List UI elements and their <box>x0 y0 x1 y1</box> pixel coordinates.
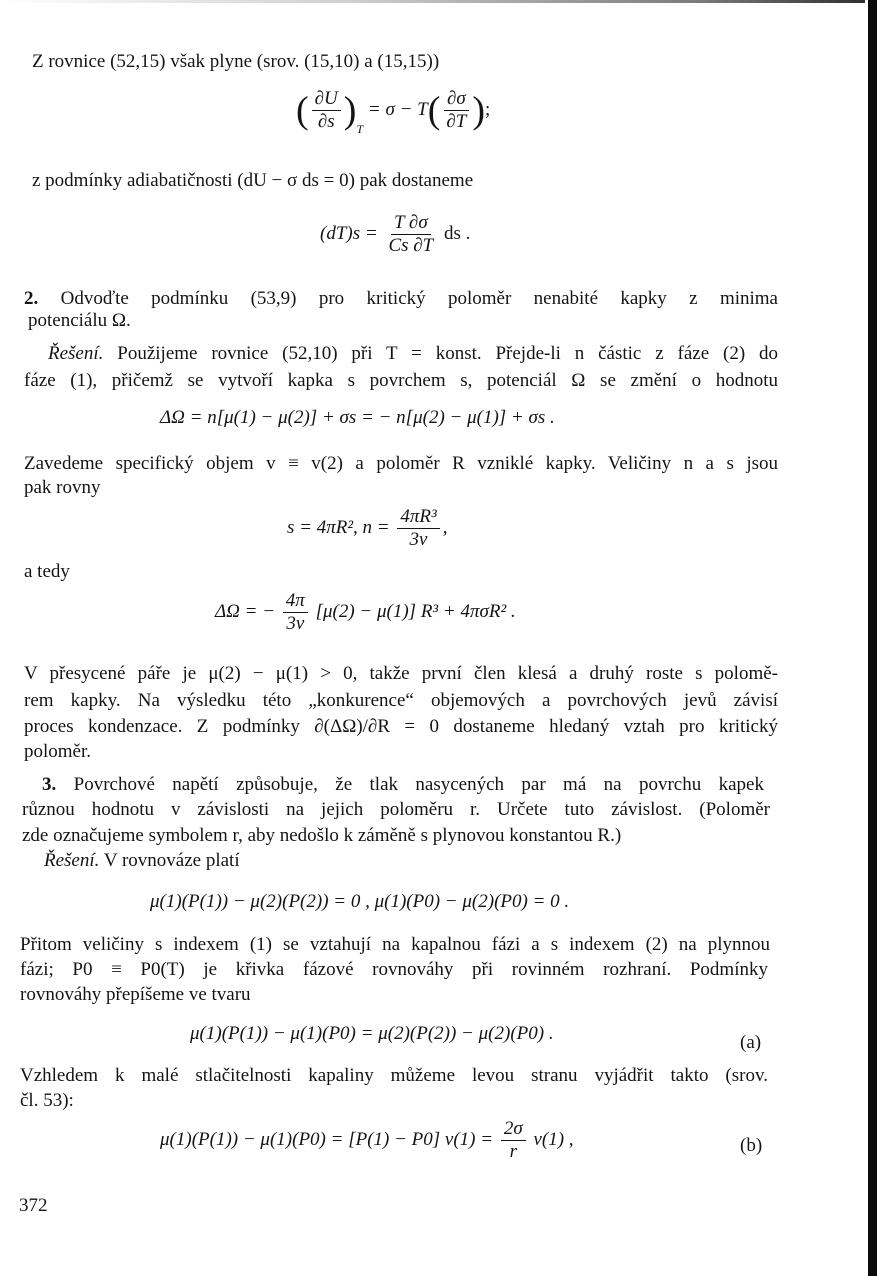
text-span: Použijeme rovnice (52,10) při T = konst. Přejde-li n částic z fáze (2) do <box>117 343 778 364</box>
fraction-numerator: T ∂σ <box>391 212 431 235</box>
equation-a: μ(1)(P(1)) − μ(1)(P0) = μ(2)(P(2)) − μ(2)(P0) . <box>190 1023 554 1044</box>
text-line: a tedy <box>24 561 70 582</box>
equation-delta-omega-r <box>215 590 516 635</box>
fraction-denominator: 3v <box>286 613 305 634</box>
solution-label: Řešení. <box>48 343 104 364</box>
text-line: potenciálu Ω. <box>28 310 131 331</box>
text-line: Zavedeme specifický objem v ≡ v(2) a poloměr R vzniklé kapky. Veličiny n a s jsou <box>24 453 778 474</box>
problem-number: 3. <box>42 774 57 795</box>
equation-tag-b: (b) <box>740 1135 763 1156</box>
equation-equilibrium: μ(1)(P(1)) − μ(2)(P(2)) = 0 , μ(1)(P0) − μ(2)(P0) = 0 . <box>150 891 570 912</box>
text-span: V rovnováze platí <box>103 850 240 871</box>
text-line: pak rovny <box>24 477 101 498</box>
scan-right-edge <box>865 0 877 1276</box>
text-line: z podmínky adiabatičnosti (dU − σ ds = 0) pak dostaneme <box>32 170 474 191</box>
text-line: proces kondenzace. Z podmínky ∂(ΔΩ)/∂R = 0 dostaneme hledaný vztah pro kritický <box>24 716 778 737</box>
solution-label: Řešení. <box>44 850 100 871</box>
equation-lhs: (dT)s = <box>320 222 378 244</box>
fraction-numerator: ∂σ <box>444 88 469 111</box>
text-line: Přitom veličiny s indexem (1) se vztahují na kapalnou fázi a s indexem (2) na plynnou <box>20 934 770 955</box>
equation-b <box>160 1118 574 1163</box>
equation-end: ds . <box>443 222 471 244</box>
equation-rhs: [μ(2) − μ(1)] R³ + 4πσR² . <box>315 600 516 622</box>
text-span: Povrchové napětí způsobuje, že tlak nasycených par má na povrchu kapek <box>73 774 764 795</box>
equation-lhs: μ(1)(P(1)) − μ(1)(P0) = [P(1) − P0] v(1) = <box>160 1128 494 1150</box>
fraction-numerator: 4π <box>283 590 308 613</box>
text-line: Z rovnice (52,15) však plyne (srov. (15,10) a (15,15)) <box>32 51 440 72</box>
text-line: fáze (1), přičemž se vytvoří kapka s povrchem s, potenciál Ω se změní o hodnotu <box>24 370 778 391</box>
fraction-denominator: 3v <box>409 529 428 550</box>
equation-end: v(1) , <box>533 1128 574 1150</box>
text-line: poloměr. <box>24 741 92 762</box>
paragraph-2-line <box>24 287 778 311</box>
equation-s-n <box>287 506 447 551</box>
text-line: Vzhledem k malé stlačitelnosti kapaliny můžeme levou stranu vyjádřit takto (srov. <box>20 1065 768 1086</box>
fraction-denominator: ∂s <box>317 111 335 132</box>
fraction-denominator: ∂T <box>446 111 467 132</box>
solution-line <box>48 342 778 366</box>
text-line: zde označujeme symbolem r, aby nedošlo k záměně s plynovou konstantou R.) <box>22 825 622 846</box>
fraction-numerator: 4πR³ <box>397 506 439 529</box>
solution-line <box>44 849 240 873</box>
fraction-denominator: r <box>509 1141 517 1162</box>
scan-top-edge <box>0 0 877 3</box>
equation-lhs: ΔΩ = − <box>215 600 276 622</box>
text-line: V přesycené páře je μ(2) − μ(1) > 0, takže první člen klesá a druhý roste s polomě- <box>24 663 778 684</box>
equation-dt-s <box>320 212 470 257</box>
equation-delta-omega: ΔΩ = n[μ(1) − μ(2)] + σs = − n[μ(2) − μ(1)] + σs . <box>160 407 555 428</box>
equation-end: , <box>442 516 448 538</box>
text-line: fázi; P0 ≡ P0(T) je křivka fázové rovnováhy při rovinném rozhraní. Podmínky <box>20 959 768 980</box>
equation-tag-a: (a) <box>740 1032 762 1053</box>
text-line: rovnováhy přepíšeme ve tvaru <box>20 984 251 1005</box>
fraction-numerator: 2σ <box>501 1118 526 1141</box>
fraction-numerator: ∂U <box>312 88 341 111</box>
problem-number: 2. <box>24 288 39 309</box>
text-line: různou hodnotu v závislosti na jejich poloměru r. Určete tuto závislost. (Poloměr <box>22 799 770 820</box>
text-line: rem kapky. Na výsledku této „konkurence“ objemových a povrchových jevů závisí <box>24 690 778 711</box>
text-line: čl. 53): <box>20 1090 74 1111</box>
fraction-denominator: Cs ∂T <box>388 235 434 256</box>
paragraph-3-line <box>42 773 764 797</box>
equation-du-ds: ( $\frac{\partial U}{\partial s}$ )$_T = \sigma - T$( $\frac{\partial\sigma}{\partial T}$ ); <box>296 88 491 136</box>
page-number: 372 <box>19 1195 48 1216</box>
equation-end: ; <box>485 98 491 120</box>
text-span: Odvoďte podmínku (53,9) pro kritický poloměr nenabité kapky z minima <box>60 288 778 309</box>
equation-middle: = σ − T <box>367 98 428 120</box>
equation-lhs: s = 4πR², n = <box>287 516 390 538</box>
